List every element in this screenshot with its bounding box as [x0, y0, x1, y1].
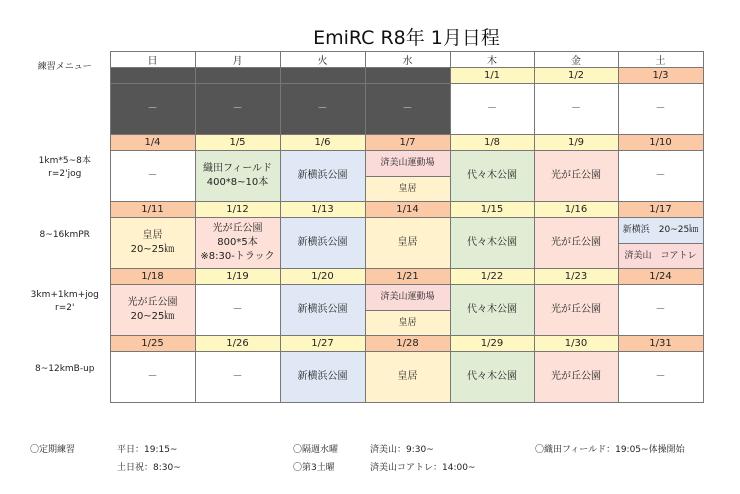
day-header: 日 — [110, 52, 195, 68]
activity-row — [20, 84, 703, 135]
date-row — [20, 336, 703, 352]
activity-cell: － — [618, 352, 703, 403]
date-cell: 1/22 — [450, 269, 534, 285]
date-cell: 1/29 — [450, 336, 534, 352]
menu-label-empty — [20, 84, 110, 135]
activity-cell: － — [618, 84, 703, 135]
date-cell: 1/12 — [195, 202, 280, 218]
date-cell — [280, 68, 365, 84]
activity-cell: － — [195, 352, 280, 403]
date-row — [20, 202, 703, 218]
date-cell: 1/7 — [365, 135, 450, 151]
activity-cell: 皇居 — [365, 352, 450, 403]
date-cell: 1/23 — [534, 269, 618, 285]
menu-label: 1km*5~8本 r=2'jog — [38, 156, 91, 179]
activity-cell: 代々木公園 — [450, 285, 534, 336]
activity-cell: － — [110, 352, 195, 403]
menu-label: 8~16kmPR — [39, 229, 90, 240]
activity-cell: － — [110, 151, 195, 202]
day-header-row — [20, 52, 703, 68]
activity-cell: 新横浜公園 — [280, 285, 365, 336]
date-cell: 1/11 — [110, 202, 195, 218]
date-cell: 1/14 — [365, 202, 450, 218]
activity-cell: － — [534, 84, 618, 135]
date-cell: 1/17 — [618, 202, 703, 218]
footer-biweekly-label: 〇隔週水曜 — [293, 445, 339, 455]
activity-cell: － — [450, 84, 534, 135]
activity-cell: 新横浜公園 — [280, 218, 365, 269]
activity-subcell: 新横浜 20~25㎞ — [619, 218, 703, 243]
date-cell: 1/25 — [110, 336, 195, 352]
date-cell — [110, 68, 195, 84]
date-cell: 1/13 — [280, 202, 365, 218]
date-cell: 1/31 — [618, 336, 703, 352]
footer-regular-label: 〇定期練習 — [30, 445, 76, 455]
date-cell: 1/16 — [534, 202, 618, 218]
date-cell: 1/5 — [195, 135, 280, 151]
menu-header: 練習メニュー — [37, 62, 92, 72]
date-cell: 1/18 — [110, 269, 195, 285]
date-cell: 1/10 — [618, 135, 703, 151]
day-header: 木 — [450, 52, 534, 68]
date-cell: 1/15 — [450, 202, 534, 218]
activity-cell: － — [195, 84, 280, 135]
split-wrap — [366, 151, 450, 201]
activity-row — [20, 151, 703, 202]
activity-subcell: 済美山 コアトレ — [619, 243, 703, 269]
day-header: 月 — [195, 52, 280, 68]
menu-label: 3km+1km+jog r=2' — [30, 290, 99, 313]
activity-cell: 皇居 — [365, 218, 450, 269]
date-cell: 1/8 — [450, 135, 534, 151]
activity-cell: 光が丘公園 — [534, 352, 618, 403]
date-cell: 1/20 — [280, 269, 365, 285]
date-cell: 1/3 — [618, 68, 703, 84]
activity-cell-split — [618, 218, 703, 269]
activity-cell: 新横浜公園 — [280, 151, 365, 202]
date-cell: 1/6 — [280, 135, 365, 151]
date-row — [20, 269, 703, 285]
page-title: EmiRC R8年 1月日程 — [313, 27, 500, 49]
date-cell — [365, 68, 450, 84]
schedule-table — [20, 51, 704, 403]
footer-third-sat-label: 〇第3土曜 — [293, 463, 335, 473]
activity-cell: 光が丘公園 — [534, 285, 618, 336]
activity-cell: － — [618, 285, 703, 336]
activity-cell: 光が丘公園 20~25㎞ — [110, 285, 195, 336]
activity-cell: － — [365, 84, 450, 135]
date-cell: 1/1 — [450, 68, 534, 84]
activity-cell: 新横浜公園 — [280, 352, 365, 403]
footer-biweekly-value: 済美山：9:30~ — [370, 445, 434, 455]
footer-oda-label: 〇織田フィールド：19:05~体操開始 — [535, 445, 685, 455]
date-row — [20, 68, 703, 84]
activity-subcell: 皇居 — [366, 176, 450, 202]
split-wrap — [366, 285, 450, 335]
activity-cell: 織田フィールド 400*8~10本 — [195, 151, 280, 202]
activity-cell: － — [195, 285, 280, 336]
activity-cell-split — [365, 285, 450, 336]
day-header: 水 — [365, 52, 450, 68]
activity-cell: 代々木公園 — [450, 352, 534, 403]
footer-weekday: 平日：19:15~ — [117, 445, 178, 455]
menu-label: 8~12kmB-up — [34, 363, 95, 374]
activity-subcell: 済美山運動場 — [366, 285, 450, 310]
date-cell: 1/28 — [365, 336, 450, 352]
activity-cell-split — [365, 151, 450, 202]
date-cell: 1/19 — [195, 269, 280, 285]
date-cell: 1/4 — [110, 135, 195, 151]
activity-cell: 代々木公園 — [450, 218, 534, 269]
activity-cell: 光が丘公園 800*5本 ※8:30-トラック — [195, 218, 280, 269]
activity-subcell: 済美山運動場 — [366, 151, 450, 176]
day-header: 金 — [534, 52, 618, 68]
activity-cell: － — [110, 84, 195, 135]
date-cell: 1/2 — [534, 68, 618, 84]
activity-cell: － — [280, 84, 365, 135]
footer-third-sat-value: 済美山コアトレ：14:00~ — [370, 463, 476, 473]
activity-cell: 代々木公園 — [450, 151, 534, 202]
date-cell: 1/26 — [195, 336, 280, 352]
day-header: 火 — [280, 52, 365, 68]
activity-row — [20, 285, 703, 336]
date-cell: 1/24 — [618, 269, 703, 285]
activity-row — [20, 218, 703, 269]
date-cell: 1/30 — [534, 336, 618, 352]
activity-row — [20, 352, 703, 403]
date-cell: 1/9 — [534, 135, 618, 151]
activity-cell: 光が丘公園 — [534, 151, 618, 202]
footer-weekend: 土日祝：8:30~ — [117, 463, 181, 473]
date-cell: 1/21 — [365, 269, 450, 285]
activity-subcell: 皇居 — [366, 310, 450, 336]
activity-cell: － — [618, 151, 703, 202]
date-cell — [195, 68, 280, 84]
activity-cell: 皇居 20~25㎞ — [110, 218, 195, 269]
date-row — [20, 135, 703, 151]
day-header: 土 — [618, 52, 703, 68]
date-cell: 1/27 — [280, 336, 365, 352]
activity-cell: 光が丘公園 — [534, 218, 618, 269]
split-wrap — [619, 218, 703, 268]
